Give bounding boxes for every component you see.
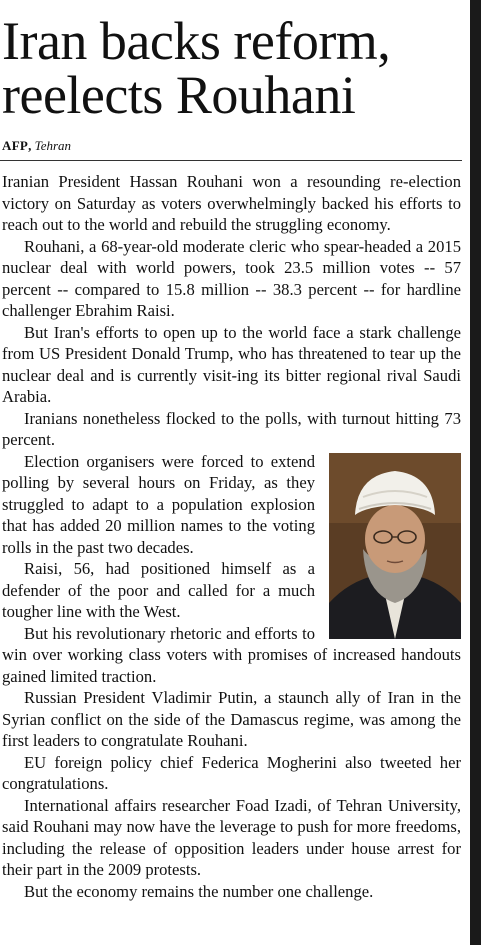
paragraph-9: EU foreign policy chief Federica Mogherini also tweeted her congratulations. (2, 752, 461, 793)
paragraph-10: International affairs researcher Foad Izadi, of Tehran University, said Rouhani may now have the leverage to push for more freedoms, including the release of opposition leaders under house arrest for their part in the 2009 protests. (2, 795, 461, 879)
paragraph-6: Raisi, 56, had positioned himself as a defender of the poor and called for a much tougher line with the West. (2, 559, 315, 621)
paragraph-5: Election organisers were forced to extend polling by several hours on Friday, as they struggled to adapt to a population explosion that has added 20 million names to the voting rolls in the past two decades. (2, 451, 315, 557)
byline-city: Tehran (34, 138, 72, 153)
headline-line-1: Iran backs reform, (2, 11, 391, 71)
byline-rule (0, 160, 462, 161)
paragraph-2: Rouhani, a 68-year-old moderate cleric who spear-headed a 2015 nuclear deal with world powers, took 23.5 million votes -- 57 percent -- compared to 15.8 million -- 38.3 percent -- for hardline challenger Ebrahim Raisi. (2, 236, 461, 320)
headline (0, 11, 464, 125)
portrait-photo (329, 453, 461, 639)
byline-agency: AFP (2, 138, 29, 153)
paragraph-8: Russian President Vladimir Putin, a staunch ally of Iran in the Syrian conflict on the side of the Damascus regime, was among the first leaders to congratulate Rouhani. (2, 688, 461, 750)
paragraph-4: Iranians nonetheless flocked to the polls, with turnout hitting 73 percent. (2, 408, 461, 449)
portrait-photo-icon (329, 453, 461, 639)
page-edge-bar (470, 0, 481, 945)
article-body (2, 171, 461, 902)
byline (2, 138, 71, 154)
paragraph-7: But his revolutionary rhetoric and efforts to win over working class voters with promises of increased handouts gained limited traction. (2, 623, 461, 686)
paragraph-3: But Iran's efforts to open up to the world face a stark challenge from US President Donald Trump, who has threatened to tear up the nuclear deal and is currently visit-ing its bitter regional rival Saudi Arabia. (2, 322, 461, 406)
headline-line-2: reelects Rouhani (2, 65, 356, 125)
paragraph-1: Iranian President Hassan Rouhani won a resounding re-election victory on Saturday as voters overwhelmingly backed his efforts to reach out to the world and rebuild the struggling economy. (2, 172, 461, 234)
paragraph-11: But the economy remains the number one challenge. (24, 881, 374, 901)
byline-separator: , (28, 138, 32, 153)
